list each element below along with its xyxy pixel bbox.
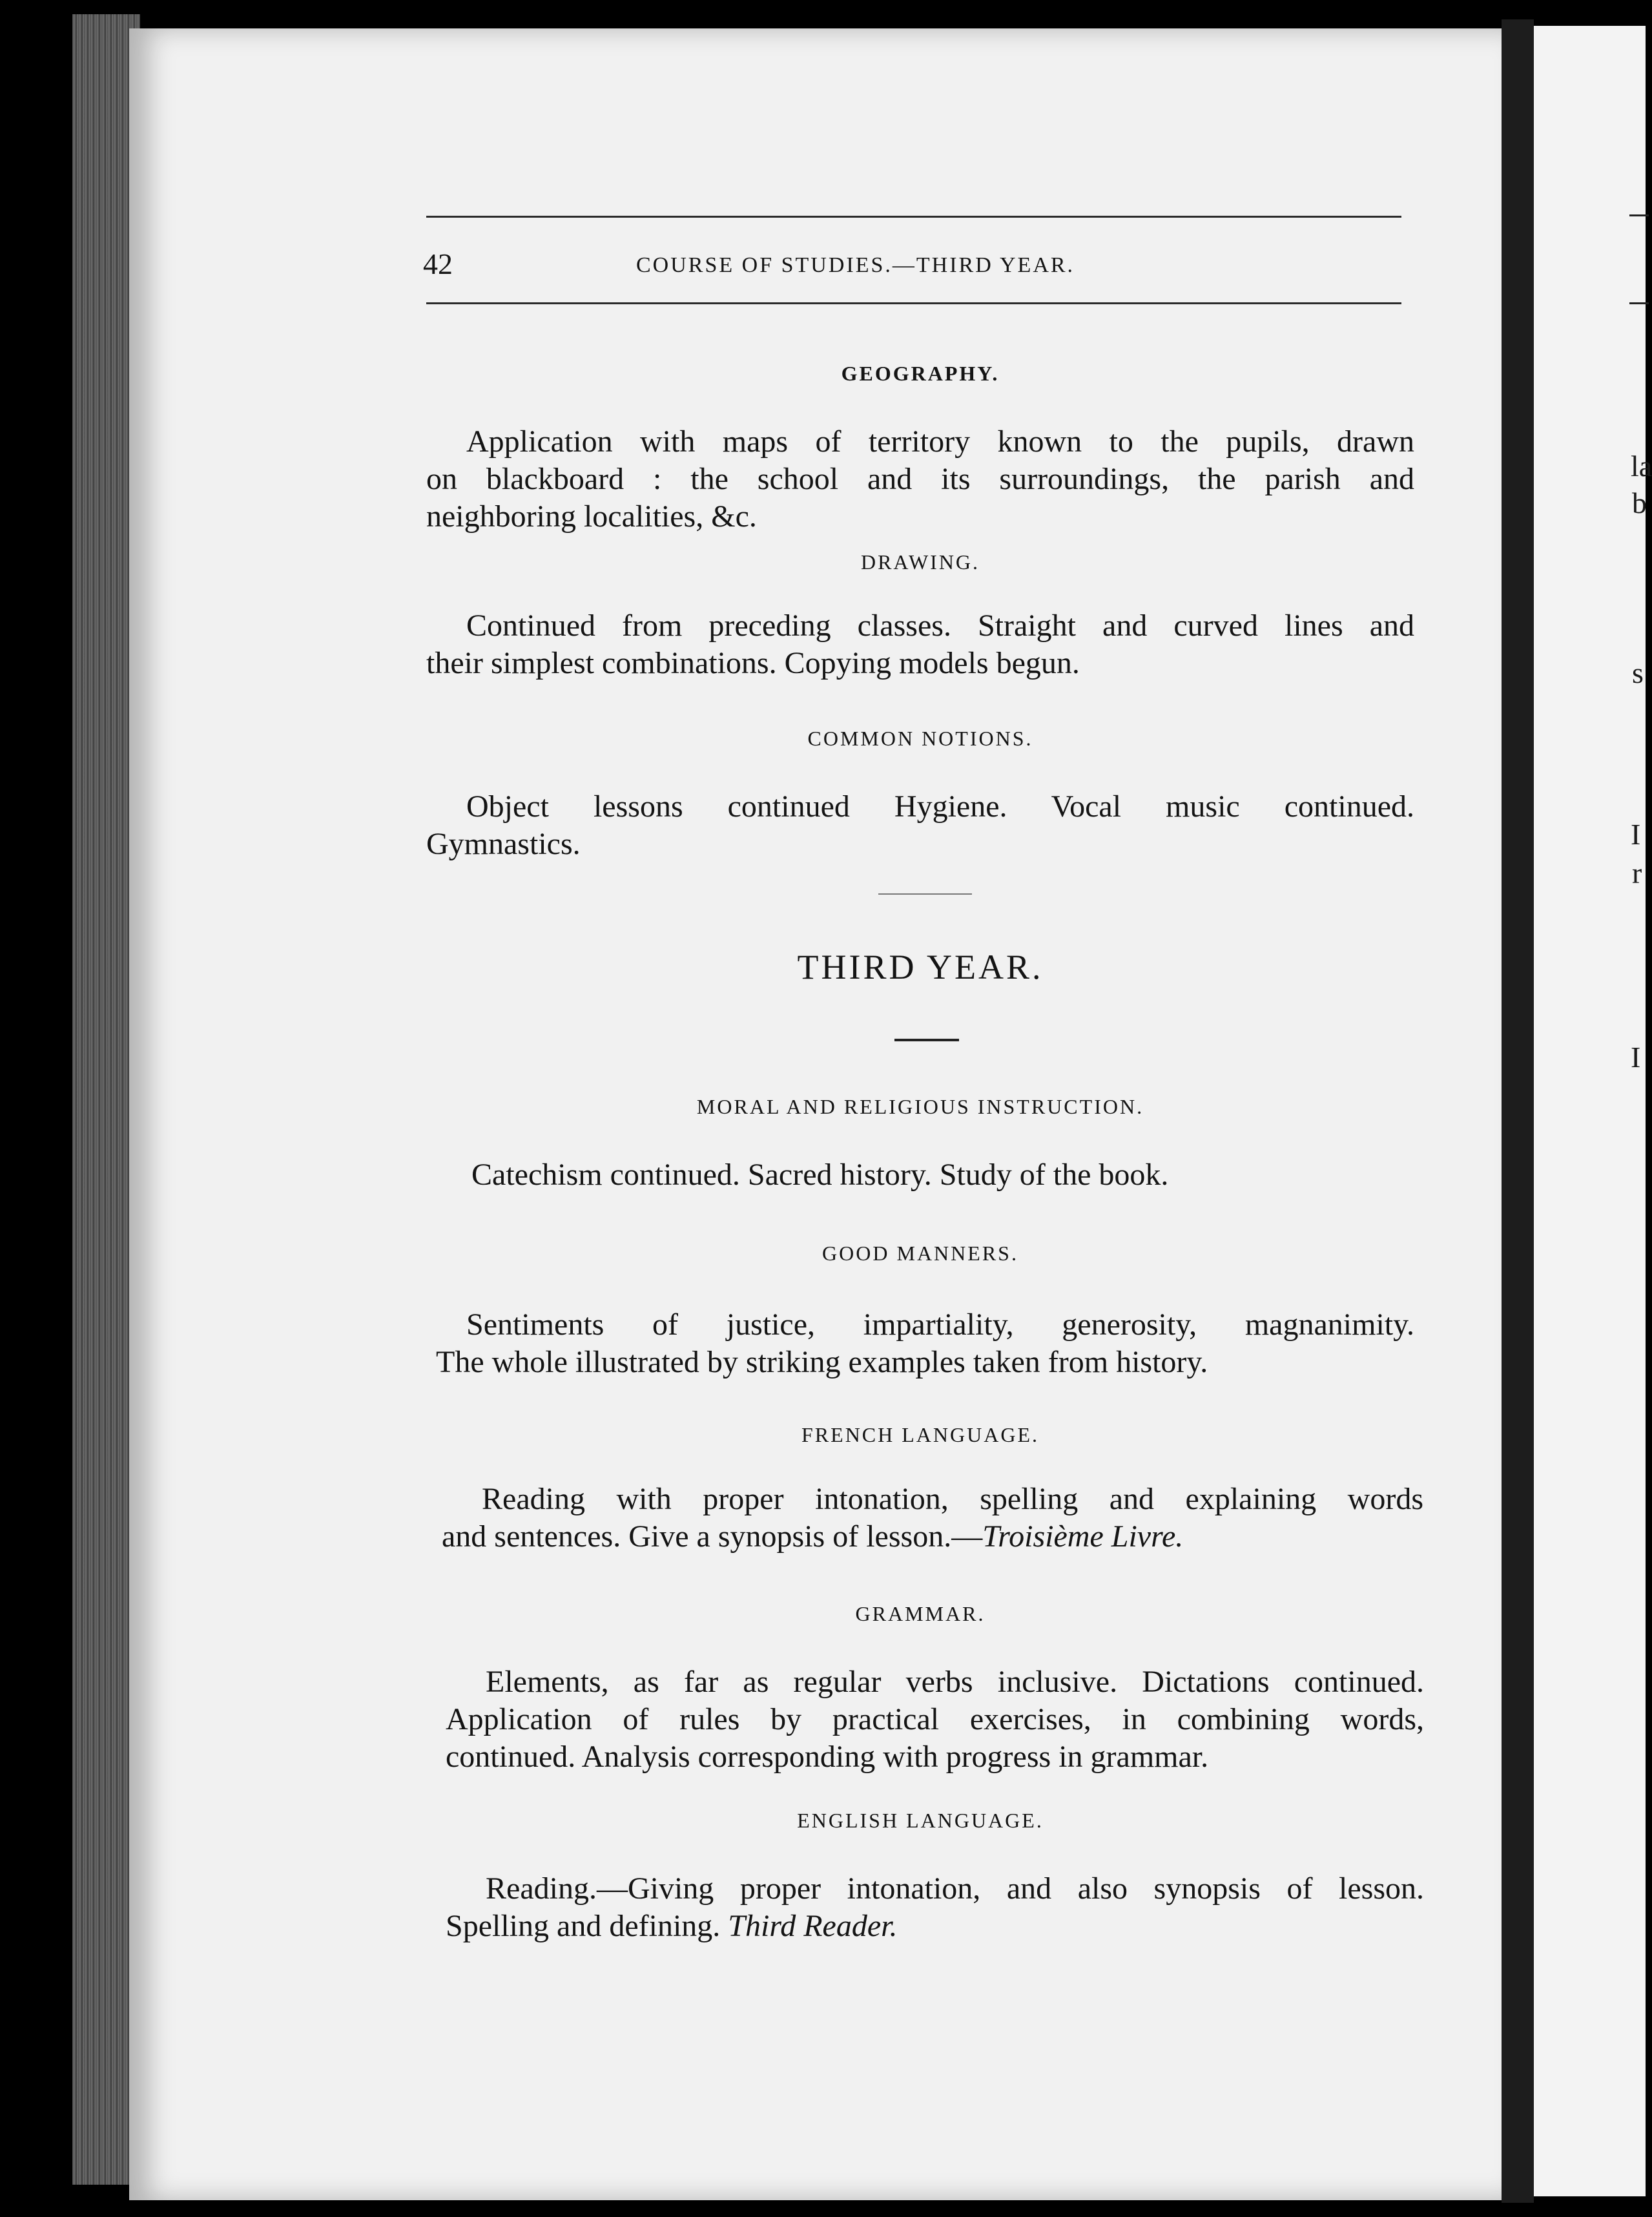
header-rule-top (426, 216, 1401, 218)
english-heading: ENGLISH LANGUAGE. (797, 1809, 1044, 1832)
facing-page-rule (1629, 302, 1649, 304)
paragraph-line: The whole illustrated by striking examples taken from history. (436, 1345, 1208, 1379)
geography-heading: GEOGRAPHY. (841, 362, 1000, 385)
facing-page-fragment: la (1631, 450, 1652, 483)
moral-heading: MORAL AND RELIGIOUS INSTRUCTION. (696, 1095, 1144, 1118)
paragraph-text: Spelling and defining. (446, 1909, 728, 1943)
paragraph-line: Elements, as far as regular verbs inclusive. Dictations continued. (486, 1665, 1424, 1699)
moral-paragraph (426, 1156, 1414, 1194)
header-rule-bottom (426, 302, 1401, 304)
facing-page-edge (1534, 26, 1652, 2196)
paragraph-line: their simplest combinations. Copying models begun. (426, 646, 1080, 680)
facing-page-rule (1629, 214, 1649, 216)
drawing-paragraph (426, 607, 1414, 682)
paragraph-line: on blackboard : the school and its surroundings, the parish and (426, 462, 1414, 496)
facing-page-fragment: I (1631, 1041, 1641, 1074)
common-notions-paragraph (426, 788, 1414, 863)
paragraph-line (446, 1908, 1424, 1945)
french-heading: FRENCH LANGUAGE. (801, 1423, 1039, 1446)
paragraph-line: Application with maps of territory known to the pupils, drawn (466, 424, 1414, 459)
facing-page-fragment: s (1632, 656, 1644, 689)
paragraph-line: Application of rules by practical exercises, in combining words, (446, 1702, 1424, 1736)
book-title: Troisième Livre. (982, 1519, 1184, 1554)
paragraph-line: neighboring localities, &c. (426, 499, 757, 534)
paragraph-line: Gymnastics. (426, 827, 581, 861)
paragraph-line: Reading with proper intonation, spelling and explaining words (482, 1482, 1423, 1516)
grammar-heading: GRAMMAR. (855, 1602, 986, 1625)
title-rule (894, 1039, 959, 1041)
facing-page-fragment: I (1631, 818, 1641, 851)
french-paragraph (442, 1481, 1423, 1556)
english-paragraph (446, 1870, 1424, 1945)
facing-page-fragment: b (1632, 486, 1647, 519)
good-manners-heading: GOOD MANNERS. (822, 1242, 1018, 1265)
book-title: Third Reader. (728, 1909, 898, 1943)
drawing-heading: DRAWING. (860, 550, 980, 574)
paragraph-line: Object lessons continued Hygiene. Vocal music continued. (466, 789, 1414, 824)
grammar-paragraph (446, 1663, 1424, 1776)
geography-paragraph (426, 423, 1414, 536)
paragraph-line: Sentiments of justice, impartiality, generosity, magnanimity. (466, 1307, 1414, 1342)
running-title: COURSE OF STUDIES.—THIRD YEAR. (636, 253, 1075, 277)
facing-page-fragment: r (1632, 857, 1642, 890)
third-year-title: THIRD YEAR. (797, 948, 1044, 986)
common-notions-heading: COMMON NOTIONS. (807, 727, 1033, 750)
paragraph-text: and sentences. Give a synopsis of lesson.— (442, 1519, 983, 1554)
paragraph-line: continued. Analysis corresponding with progress in grammar. (446, 1740, 1209, 1774)
page-number: 42 (423, 247, 453, 280)
good-manners-paragraph (426, 1306, 1414, 1381)
paragraph-line: Catechism continued. Sacred history. Study of the book. (471, 1158, 1169, 1192)
book-gutter (1502, 19, 1534, 2203)
section-divider (878, 893, 972, 895)
running-head (423, 247, 1405, 286)
paragraph-line: Continued from preceding classes. Straight and curved lines and (466, 609, 1414, 643)
paragraph-line (442, 1518, 1423, 1556)
paragraph-line: Reading.—Giving proper intonation, and also synopsis of lesson. (486, 1871, 1424, 1906)
